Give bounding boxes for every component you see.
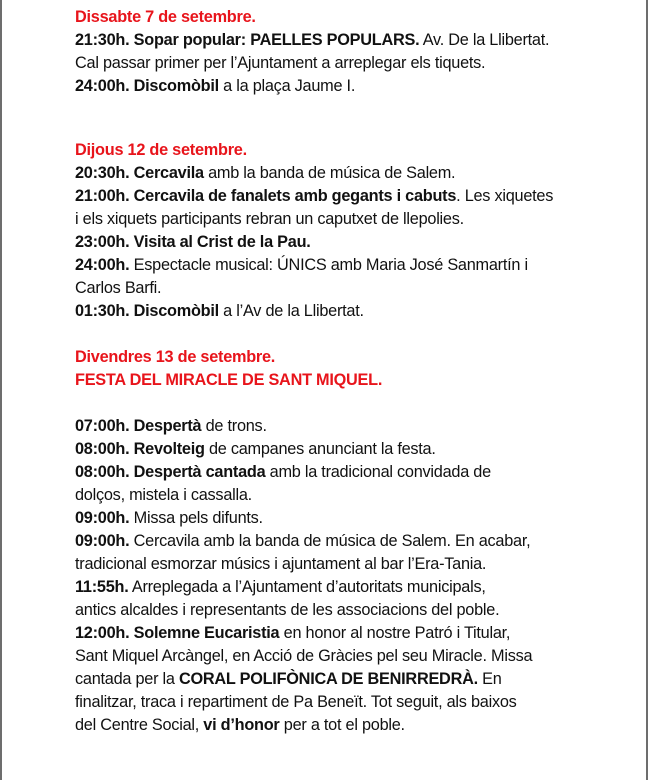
event-continuation: finalitzar, traca i repartiment de Pa Beneït. Tot seguit, als baixos <box>75 693 517 711</box>
event-detail: cantada per la <box>75 670 179 688</box>
event-detail: en honor al nostre Patró i Titular, <box>279 624 511 642</box>
event-time: 01:30h <box>75 302 126 320</box>
event-detail: Espectacle musical: ÚNICS amb Maria José Sanmartín i <box>129 256 528 274</box>
event-title: Revolteig <box>129 440 205 458</box>
event-continuation <box>75 668 595 691</box>
event-detail: per a tot el poble. <box>279 716 405 734</box>
event-time: 07:00h. <box>75 417 130 435</box>
event-line <box>75 576 595 599</box>
event-line <box>75 415 595 438</box>
day-heading-dijous: Dijous 12 de setembre. <box>75 141 247 159</box>
festival-programme <box>75 6 595 737</box>
event-continuation: antics alcaldes i representants de les associacions del poble. <box>75 601 500 619</box>
event-title: Cercavila <box>129 164 204 182</box>
event-continuation: dolços, mistela i cassalla. <box>75 486 252 504</box>
event-title: . Discomòbil <box>125 302 219 320</box>
event-continuation: i els xiquets participants rebran un caputxet de llepolies. <box>75 210 464 228</box>
event-line <box>75 162 595 185</box>
event-time: 09:00h. <box>75 532 130 550</box>
event-detail: de trons. <box>201 417 267 435</box>
event-line <box>75 185 595 208</box>
event-detail: de campanes anunciant la festa. <box>204 440 436 458</box>
event-time: 08:00h. <box>75 440 130 458</box>
event-title: Cercavila de fanalets amb gegants i cabuts <box>129 187 457 205</box>
event-continuation: tradicional esmorzar músics i ajuntament al bar l’Era-Tania. <box>75 555 487 573</box>
event-title: Visita al Crist de la Pau. <box>129 233 311 251</box>
event-title: Discomòbil <box>129 77 219 95</box>
event-title: Despertà <box>129 417 202 435</box>
event-detail: a l’Av de la Llibertat. <box>218 302 364 320</box>
event-time: 20:30h. <box>75 164 130 182</box>
event-time: 24:00h. <box>75 77 130 95</box>
event-detail: . Les xiquetes <box>456 187 554 205</box>
day-heading-divendres: Divendres 13 de setembre. <box>75 348 276 366</box>
event-detail: del Centre Social, <box>75 716 204 734</box>
festival-subheading: FESTA DEL MIRACLE DE SANT MIQUEL. <box>75 371 383 389</box>
event-time: 11:55h. <box>75 578 129 596</box>
event-detail: Missa pels difunts. <box>129 509 263 527</box>
event-detail: Arreplegada a l’Ajuntament d’autoritats municipals, <box>128 578 486 596</box>
event-time: 24:00h. <box>75 256 130 274</box>
event-line <box>75 530 595 553</box>
event-detail: En <box>477 670 502 688</box>
event-time: 23:00h. <box>75 233 130 251</box>
section-spacer <box>75 323 595 346</box>
event-detail: a la plaça Jaume I. <box>218 77 356 95</box>
event-line <box>75 75 595 98</box>
event-line <box>75 507 595 530</box>
event-title: vi d’honor <box>203 716 280 734</box>
event-detail: Av. De la Llibertat. <box>419 31 550 49</box>
event-line <box>75 622 595 645</box>
section-spacer <box>75 392 595 415</box>
event-time: 09:00h. <box>75 509 130 527</box>
event-line <box>75 29 595 52</box>
event-time: 08:00h <box>75 463 126 481</box>
day-heading-dissabte: Dissabte 7 de setembre. <box>75 8 256 26</box>
event-title: . Despertà cantada <box>125 463 266 481</box>
event-continuation <box>75 714 595 737</box>
event-continuation: Carlos Barfi. <box>75 279 162 297</box>
event-continuation: Cal passar primer per l’Ajuntament a arreplegar els tiquets. <box>75 54 486 72</box>
event-detail: Cercavila amb la banda de música de Salem. En acabar, <box>129 532 531 550</box>
event-title: Sopar popular: PAELLES POPULARS. <box>129 31 420 49</box>
event-line <box>75 438 595 461</box>
event-line <box>75 461 595 484</box>
event-title: Solemne Eucaristia <box>129 624 280 642</box>
event-detail: amb la banda de música de Salem. <box>203 164 456 182</box>
event-time: 21:30h. <box>75 31 130 49</box>
event-line <box>75 254 595 277</box>
choir-name: CORAL POLIFÒNICA DE BENIRREDRÀ. <box>178 670 478 688</box>
section-spacer <box>75 98 595 139</box>
event-continuation: Sant Miquel Arcàngel, en Acció de Gràcies pel seu Miracle. Missa <box>75 647 533 665</box>
event-time: 12:00h. <box>75 624 130 642</box>
event-line <box>75 231 595 254</box>
event-line <box>75 300 595 323</box>
event-detail: amb la tradicional convidada de <box>265 463 491 481</box>
event-time: 21:00h. <box>75 187 130 205</box>
